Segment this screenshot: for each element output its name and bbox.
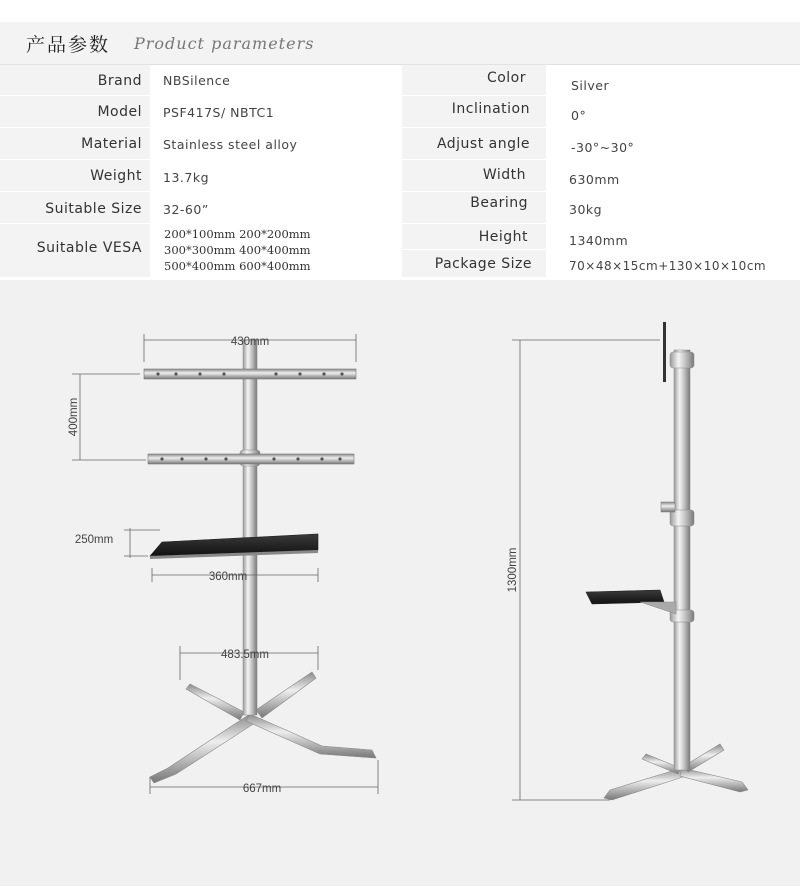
spec-label-suitable-size: Suitable Size — [45, 201, 142, 217]
dim-label-bracket-spacing: 400mm — [68, 397, 80, 437]
spec-label-width: Width — [482, 167, 526, 183]
side-bracket-edge — [663, 322, 666, 382]
spec-label-material: Material — [81, 136, 142, 152]
spec-value-brand: NBSilence — [163, 73, 231, 88]
spec-label-brand: Brand — [97, 73, 142, 89]
vesa-line: 500*400mm 600*400mm — [164, 259, 311, 273]
vesa-line: 200*100mm 200*200mm — [164, 227, 311, 241]
spec-value-weight: 13.7kg — [163, 170, 210, 185]
table-row — [0, 192, 800, 224]
dim-label-total-height: 1300mm — [507, 547, 519, 593]
spec-value-inclination: 0° — [571, 108, 587, 123]
side-collar — [670, 510, 694, 526]
dim-label-shelf-depth: 250mm — [74, 534, 114, 546]
spec-label-weight: Weight — [90, 168, 142, 184]
spec-value-adjust-angle: -30°~30° — [571, 140, 635, 155]
dim-label-base-inner: 483.5mm — [221, 649, 269, 661]
header-title-cn: 产品参数 — [26, 34, 111, 56]
dimension-diagram — [0, 280, 800, 886]
vesa-line: 300*300mm 400*400mm — [164, 243, 311, 257]
header-title-en: Product parameters — [134, 34, 315, 53]
table-row — [0, 96, 800, 128]
front-dimension-lines — [72, 334, 378, 794]
spec-value-bearing: 30kg — [569, 202, 603, 217]
dim-label-shelf-width: 360mm — [208, 571, 248, 583]
spec-value-width: 630mm — [569, 172, 620, 187]
front-base — [150, 672, 376, 783]
spec-label-color: Color — [486, 70, 526, 86]
product-drawing — [0, 280, 800, 886]
table-row — [0, 65, 800, 96]
spec-value-suitable-size: 32-60” — [163, 202, 209, 217]
spec-value-package-size: 70×48×15cm+130×10×10cm — [569, 259, 767, 273]
spec-value-material: Stainless steel alloy — [163, 137, 298, 152]
table-row — [0, 128, 800, 160]
side-bracket-edge — [661, 502, 675, 512]
spec-table — [0, 64, 800, 278]
spec-label-package-size: Package Size — [434, 256, 532, 272]
side-collar — [670, 352, 694, 368]
side-pole — [674, 350, 690, 770]
spec-value-model: PSF417S/ NBTC1 — [163, 105, 275, 120]
shelf-support — [640, 602, 676, 614]
side-dimension-lines — [512, 340, 660, 800]
spec-label-bearing: Bearing — [470, 195, 528, 211]
spec-label-inclination: Inclination — [451, 101, 530, 117]
dim-label-base-outer: 667mm — [242, 783, 282, 795]
dim-label-top-width: 430mm — [230, 336, 270, 348]
spec-label-height: Height — [478, 229, 528, 245]
spec-label-model: Model — [97, 104, 142, 120]
section-header — [0, 22, 800, 64]
spec-label-suitable-vesa: Suitable VESA — [36, 240, 142, 256]
table-row — [0, 250, 800, 278]
table-row — [0, 160, 800, 192]
spec-value-color: Silver — [571, 78, 610, 93]
spec-label-adjust-angle: Adjust angle — [436, 136, 530, 152]
spec-value-height: 1340mm — [569, 233, 629, 248]
table-row — [0, 224, 800, 250]
